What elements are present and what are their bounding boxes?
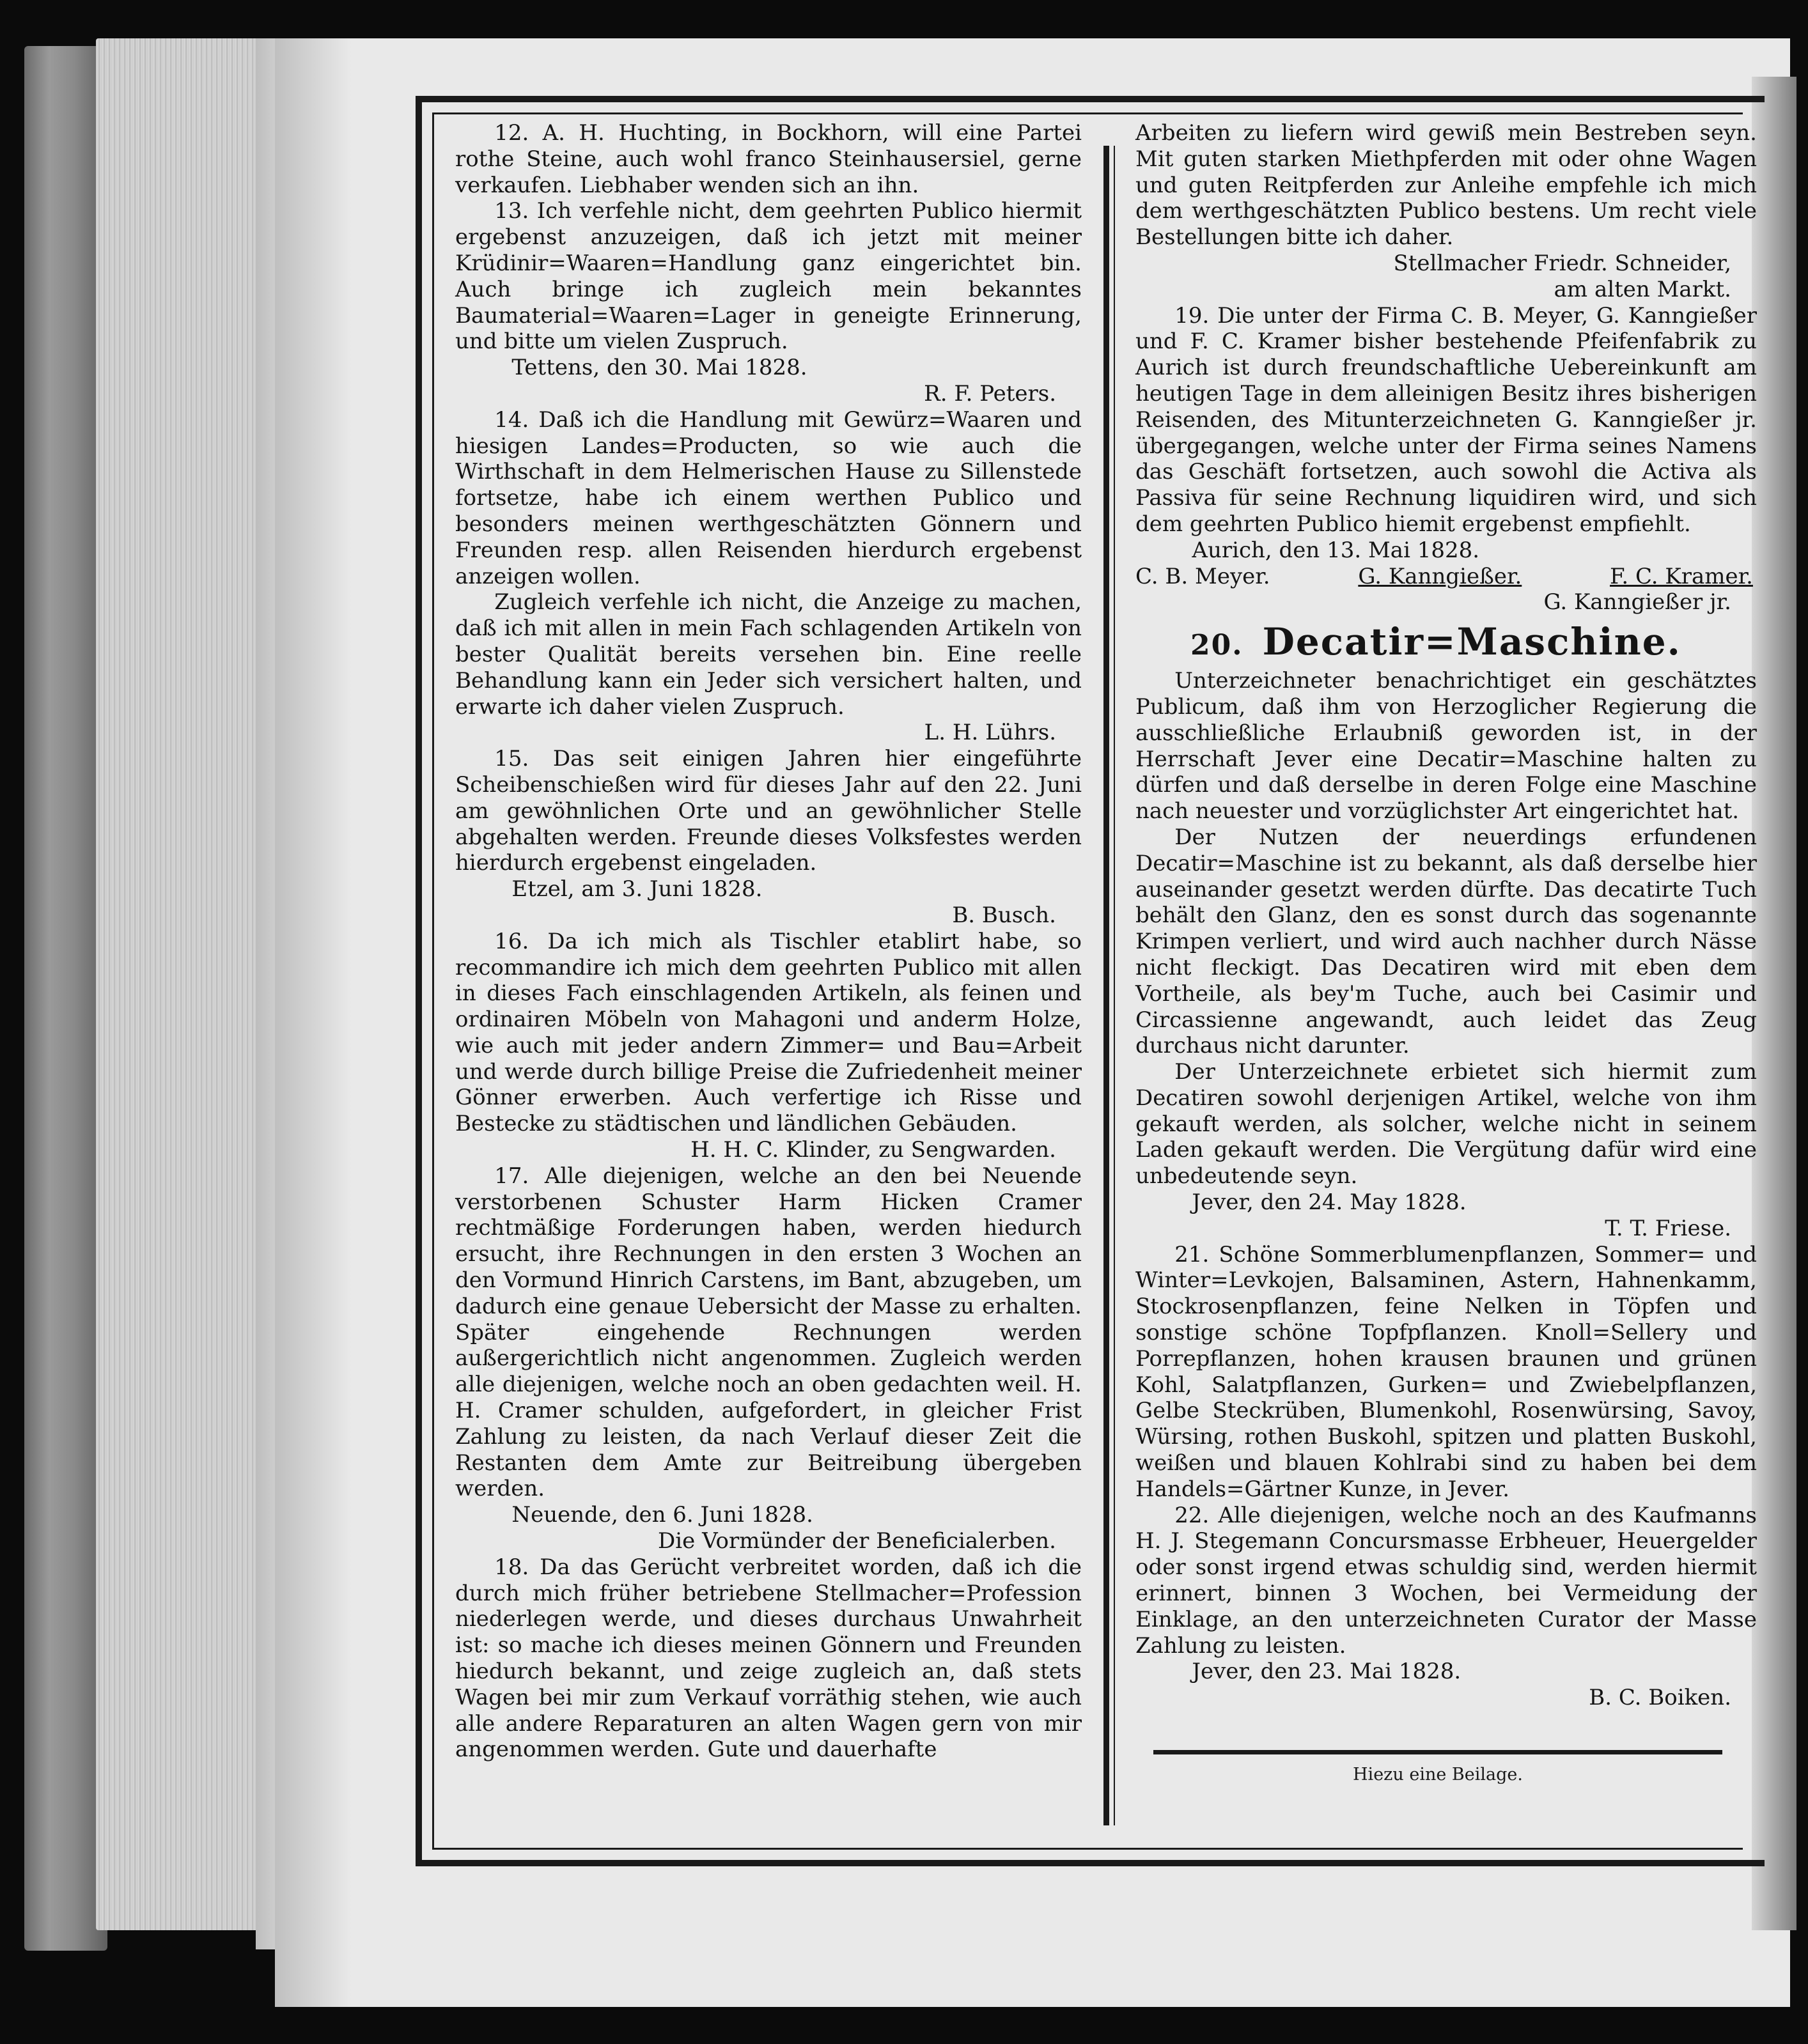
- notice-15: 15. Das seit einigen Jahren hier eingeführte Scheibenschießen wird für dieses Jahr auf den 22. Juni am gewöhnlichen Orte und an gewöhnlicher Stelle abgehalten werden. Freunde dieses Volksfestes werden hierdurch ergebenst eingeladen.: [455, 746, 1082, 876]
- notice-18-address: am alten Markt.: [1554, 276, 1731, 302]
- notice-20-paragraph-2: Der Nutzen der neuerdings erfundenen Decatir=Maschine ist zu bekannt, als daß derselbe hier auseinander gesetzt werden dürfte. Das decatirte Tuch behält den Glanz, den es sonst durch das sogenannte Krimpen verliert, und wird auch nachher durch Nässe nicht fleckigt. Das Decatiren wird mit eben dem Vortheile, als bey'm Tuche, auch bei Casimir und Circassienne angewandt, auch leidet das Zeug durchaus nicht darunter.: [1135, 824, 1757, 1059]
- notice-19-signatures: [1135, 564, 1757, 590]
- notice-14-signature: L. H. Lührs.: [924, 720, 1056, 746]
- page-block-edges: [96, 38, 281, 1930]
- notice-20-paragraph-3: Der Unterzeichnete erbietet sich hiermit zum Decatiren sowohl derjenigen Artikel, welche von ihm gekauft werden, als solcher, welche nicht in seinem Laden gekauft werden. Die Vergütung dafür wird eine unbedeutende seyn.: [1135, 1059, 1757, 1189]
- notice-17: 17. Alle diejenigen, welche an den bei Neuende verstorbenen Schuster Harm Hicken Cramer rechtmäßige Forderungen haben, werden hiedurch ersucht, ihre Rechnungen in den ersten 3 Wochen an den Vormund Hinrich Carstens, im Bant, abzugeben, um dadurch eine genaue Uebersicht der Masse zu erhalten. Später eingehende Rechnungen werden außergerichtlich nicht angenommen. Zugleich werden alle diejenigen, welche noch an oben gedachten weil. H. H. Cramer schulden, aufgefordert, in gleicher Frist Zahlung zu leisten, da nach Verlauf dieser Zeit die Restanten dem Amte zur Beitreibung übergeben werden.: [455, 1163, 1082, 1502]
- notice-13-date: Tettens, den 30. Mai 1828.: [511, 355, 807, 381]
- notice-20-heading: [1135, 621, 1757, 667]
- notice-12: 12. A. H. Huchting, in Bockhorn, will eine Partei rothe Steine, auch wohl franco Steinhausersiel, gerne verkaufen. Liebhaber wenden sich an ihn.: [455, 120, 1082, 198]
- notice-22-date: Jever, den 23. Mai 1828.: [1192, 1659, 1461, 1685]
- signature-kramer: F. C. Kramer.: [1610, 563, 1753, 589]
- notice-13: 13. Ich verfehle nicht, dem geehrten Publico hiermit ergebenst anzuzeigen, daß ich jetzt mit meiner Krüdinir=Waaren=Handlung ganz eingerichtet bin. Auch bringe ich zugleich mein bekanntes Baumaterial=Waaren=Lager in geneigte Erinnerung, und bitte um vielen Zuspruch.: [455, 198, 1082, 355]
- notice-15-date: Etzel, am 3. Juni 1828.: [511, 876, 763, 902]
- notice-22: 22. Alle diejenigen, welche noch an des Kaufmanns H. J. Stegemann Concursmasse Erbheuer, Heuergelder oder sonst irgend etwas schuldig sind, werden hiermit erinnert, binnen 3 Wochen, bei Vermeidung der Einklage, an den unterzeichneten Curator der Masse Zahlung zu leisten.: [1135, 1502, 1757, 1659]
- signature-meyer: C. B. Meyer.: [1135, 563, 1270, 589]
- notice-17-signature: Die Vormünder der Beneficialerben.: [658, 1528, 1056, 1554]
- column-divider: [1103, 146, 1109, 1825]
- page-gutter-shadow: [275, 38, 352, 2007]
- column-divider-thin: [1114, 146, 1115, 1825]
- notice-18-signature: Stellmacher Friedr. Schneider,: [1393, 250, 1731, 276]
- notice-18-continued: Arbeiten zu liefern wird gewiß mein Bestreben seyn. Mit guten starken Miethpferden mit oder ohne Wagen und guten Reitpferden zur Anleihe empfehle ich mich dem werthgeschätzten Publico bestens. Um recht viele Bestellungen bitte ich daher.: [1135, 120, 1757, 251]
- closing-rule: [1153, 1750, 1722, 1754]
- notice-16-signature: H. H. C. Klinder, zu Sengwarden.: [690, 1137, 1056, 1163]
- notice-19: 19. Die unter der Firma C. B. Meyer, G. Kanngießer und F. C. Kramer bisher bestehende Pfeifenfabrik zu Aurich ist durch freundschaftliche Uebereinkunft am heutigen Tage in dem alleinigen Besitz ihres bisherigen Reisenden, des Mitunterzeichneten G. Kanngießer jr. übergegangen, welche unter der Firma seines Namens das Geschäft fortsetzen, auch sowohl die Activa als Passiva für seine Rechnung liquidiren wird, und sich dem geehrten Publico hiemit ergebenst empfiehlt.: [1135, 302, 1757, 537]
- notice-17-date: Neuende, den 6. Juni 1828.: [511, 1502, 813, 1528]
- signature-kanngiesser-jr: G. Kanngießer jr.: [1543, 589, 1731, 616]
- signature-kanngiesser: G. Kanngießer.: [1358, 563, 1522, 589]
- left-column: [455, 120, 1082, 1763]
- notice-20: Unterzeichneter benachrichtiget ein geschätztes Publicum, daß ihm von Herzoglicher Regierung die ausschließliche Erlaubniß geworden ist, in der Herrschaft Jever eine Decatir=Maschine halten zu dürfen und daß derselbe in deren Folge eine Maschine nach neuester und vorzüglichster Art eingerichtet hat.: [1135, 668, 1757, 825]
- right-column: [1135, 120, 1757, 1711]
- notice-20-number: 20.: [1190, 629, 1243, 662]
- notice-19-date: Aurich, den 13. Mai 1828.: [1192, 537, 1480, 563]
- notice-13-signature: R. F. Peters.: [924, 380, 1056, 406]
- notice-14: 14. Daß ich die Handlung mit Gewürz=Waaren und hiesigen Landes=Producten, so wie auch die Wirthschaft in dem Helmerischen Hause zu Sillenstede fortsetze, habe ich einem werthen Publico und besonders meinen werthgeschätzten Gönnern und Freunden resp. allen Reisenden hierdurch ergebenst anzeigen wollen.: [455, 406, 1082, 589]
- notice-21: 21. Schöne Sommerblumenpflanzen, Sommer= und Winter=Levkojen, Balsaminen, Astern, Hahnenkamm, Stockrosenpflanzen, feine Nelken in Töpfen und sonstige schöne Topfpflanzen. Knoll=Sellery und Porrepflanzen, hohen krausen braunen und grünen Kohl, Salatpflanzen, Gurken= und Zwiebelpflanzen, Gelbe Steckrüben, Blumenkohl, Rosenwürsing, Savoy, Würsing, rothen Buskohl, spitzen und platten Buskohl, weißen und blauen Kohlrabi sind zu haben bei dem Handels=Gärtner Kunze, in Jever.: [1135, 1241, 1757, 1502]
- supplement-note: Hiezu eine Beilage.: [1353, 1765, 1523, 1785]
- notice-15-signature: B. Busch.: [952, 902, 1056, 928]
- notice-14-continued: Zugleich verfehle ich nicht, die Anzeige zu machen, daß ich mit allen in mein Fach schlagenden Artikeln von bester Qualität bereits versehen bin. Eine reelle Behandlung kann ein Jeder sich versichert halten, und erwarte ich daher vielen Zuspruch.: [455, 589, 1082, 720]
- notice-20-title: Decatir=Maschine.: [1262, 620, 1681, 664]
- notice-20-date: Jever, den 24. May 1828.: [1192, 1189, 1467, 1216]
- notice-16: 16. Da ich mich als Tischler etablirt habe, so recommandire ich mich dem geehrten Publico mit allen in dieses Fach einschlagenden Artikeln, als feinen und ordinairen Möbeln von Mahagoni und anderm Holze, wie auch mit jeder andern Zimmer= und Bau=Arbeit und werde durch billige Preise die Zufriedenheit meiner Gönner erwerben. Auch verfertige ich Risse und Bestecke zu städtischen und ländlichen Gebäuden.: [455, 928, 1082, 1137]
- notice-20-signature: T. T. Friese.: [1605, 1215, 1731, 1241]
- book-cover: [24, 46, 107, 1951]
- notice-22-signature: B. C. Boiken.: [1589, 1685, 1731, 1711]
- notice-18: 18. Da das Gerücht verbreitet worden, daß ich die durch mich früher betriebene Stellmacher=Profession niederlegen werde, und dieses durchaus Unwahrheit ist: so mache ich dieses meinen Gönnern und Freunden hiedurch bekannt, und zeige zugleich an, daß stets Wagen bei mir zum Verkauf vorräthig stehen, wie auch alle andere Reparaturen an alten Wagen gern von mir angenommen werden. Gute und dauerhafte: [455, 1554, 1082, 1763]
